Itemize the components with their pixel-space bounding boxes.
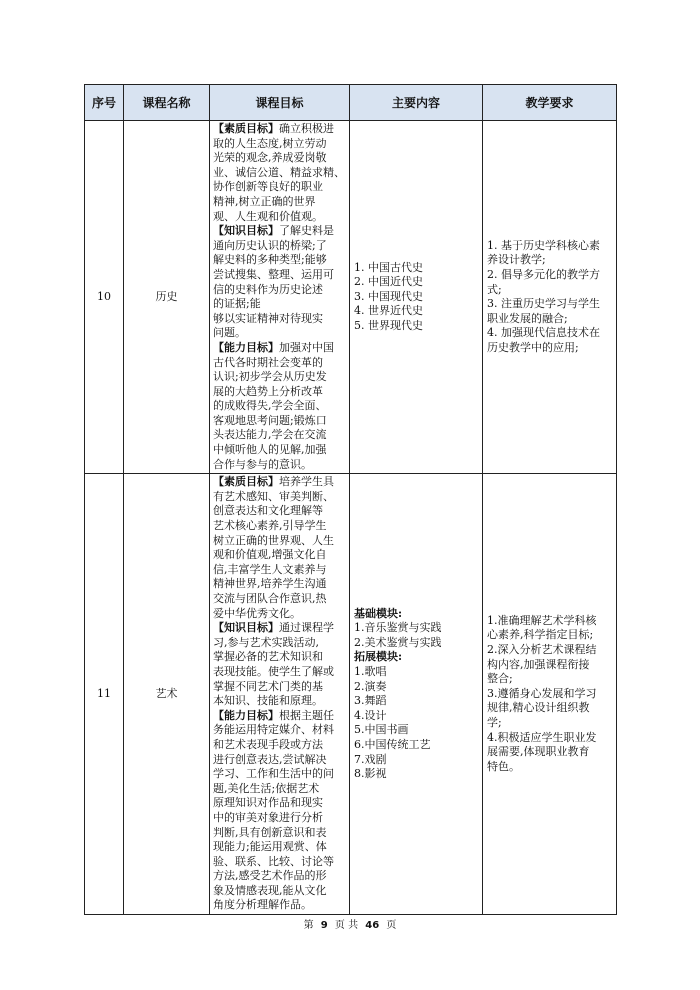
goal-line bbox=[213, 826, 346, 841]
goal-text: 观、人生观和价值观。 bbox=[213, 209, 323, 223]
table-body bbox=[85, 121, 617, 915]
goal-line bbox=[213, 723, 346, 738]
goal-text: 原理知识对作品和现实 bbox=[213, 796, 323, 810]
goal-line bbox=[213, 239, 346, 254]
requirement-line: 学; bbox=[487, 716, 502, 730]
goal-line bbox=[213, 180, 346, 195]
goal-line bbox=[213, 504, 346, 519]
goal-tag: 【知识目标】 bbox=[213, 224, 279, 238]
goal-line bbox=[213, 210, 346, 225]
goal-text: 现能力;能运用观赏、体 bbox=[213, 840, 327, 854]
goal-line bbox=[213, 385, 346, 400]
goal-text: 精神,树立正确的世界 bbox=[213, 194, 316, 208]
requirement-line: 展需要,体现职业教育 bbox=[487, 745, 590, 759]
course-goal bbox=[210, 474, 350, 915]
content-item: 4.设计 bbox=[354, 708, 387, 722]
content-item: 8.影视 bbox=[354, 767, 387, 781]
goal-line bbox=[213, 796, 346, 811]
goal-text: 光荣的观念,养成爱岗敬 bbox=[213, 151, 327, 165]
goal-text: 客观地思考问题;锻炼口 bbox=[213, 413, 327, 427]
requirement-line: 特色。 bbox=[487, 759, 520, 773]
requirement-line: 3. 注重历史学习与学生 bbox=[487, 297, 600, 311]
footer-suffix: 页 bbox=[386, 920, 397, 931]
content-item: 3.舞蹈 bbox=[354, 694, 387, 708]
goal-text: 通过课程学 bbox=[279, 621, 334, 635]
goal-line bbox=[213, 475, 346, 490]
goal-text: 了解史料是 bbox=[279, 224, 334, 238]
goal-text: 信的史料作为历史论述 bbox=[213, 282, 323, 296]
table-header-row bbox=[85, 85, 617, 121]
goal-text: 中的审美对象进行分析 bbox=[213, 810, 323, 824]
goal-line bbox=[213, 268, 346, 283]
goal-text: 习,参与艺术实践活动, bbox=[213, 635, 319, 649]
requirement-line: 养设计教学; bbox=[487, 253, 546, 267]
content-item: 5.中国书画 bbox=[354, 723, 409, 737]
main-content bbox=[350, 121, 483, 474]
goal-text: 认识;初步学会从历史发 bbox=[213, 370, 327, 384]
requirement-line: 构内容,加强课程衔接 bbox=[487, 657, 590, 671]
course-number: 11 bbox=[85, 474, 124, 915]
goal-line bbox=[213, 680, 346, 695]
content-item: 3. 中国现代史 bbox=[354, 289, 423, 303]
goal-line bbox=[213, 767, 346, 782]
goal-line bbox=[213, 738, 346, 753]
requirement-line: 心素养,科学指定目标; bbox=[487, 628, 594, 642]
content-item: 2. 中国近代史 bbox=[354, 275, 423, 289]
goal-line bbox=[213, 356, 346, 371]
goal-text: 题,美化生活;依据艺术 bbox=[213, 781, 320, 795]
goal-line bbox=[213, 811, 346, 826]
goal-line bbox=[213, 253, 346, 268]
content-heading: 基础模块: bbox=[354, 606, 403, 620]
requirement-line: 1.准确理解艺术学科核 bbox=[487, 613, 597, 627]
goal-text: 够以实证精神对待现实 bbox=[213, 311, 323, 325]
goal-text: 进行创意表达,尝试解决 bbox=[213, 752, 327, 766]
header-course-goal: 课程目标 bbox=[210, 85, 350, 121]
goal-line bbox=[213, 370, 346, 385]
goal-line bbox=[213, 884, 346, 899]
requirement-line: 规律,精心设计组织教 bbox=[487, 701, 590, 715]
goal-line bbox=[213, 840, 346, 855]
content-item: 7.戏剧 bbox=[354, 752, 387, 766]
goal-text: 根据主题任 bbox=[279, 708, 334, 722]
goal-text: 确立积极进 bbox=[279, 122, 334, 135]
content-item: 1.音乐鉴赏与实践 bbox=[354, 621, 442, 635]
goal-line bbox=[213, 297, 346, 312]
goal-text: 古代各时期社会变革的 bbox=[213, 355, 323, 369]
requirement-line: 历史教学中的应用; bbox=[487, 340, 579, 354]
goal-text: 方法,感受艺术作品的形 bbox=[213, 869, 327, 883]
table-row bbox=[85, 121, 617, 474]
goal-line bbox=[213, 224, 346, 239]
goal-text: 学习、工作和生活中的问 bbox=[213, 767, 334, 781]
goal-line bbox=[213, 312, 346, 327]
goal-line bbox=[213, 428, 346, 443]
header-course-name: 课程名称 bbox=[124, 85, 210, 121]
goal-tag: 【能力目标】 bbox=[213, 340, 279, 354]
goal-line bbox=[213, 782, 346, 797]
goal-line bbox=[213, 195, 346, 210]
requirement-line: 整合; bbox=[487, 672, 513, 686]
goal-line bbox=[213, 607, 346, 622]
goal-line bbox=[213, 855, 346, 870]
content-item: 1. 中国古代史 bbox=[354, 260, 423, 274]
goal-text: 掌握必备的艺术知识和 bbox=[213, 650, 323, 664]
requirement-line: 1. 基于历史学科核心素 bbox=[487, 238, 600, 252]
goal-text: 培养学生具 bbox=[279, 475, 334, 489]
course-table bbox=[84, 84, 617, 915]
course-name: 历史 bbox=[124, 121, 210, 474]
course-goal bbox=[210, 121, 350, 474]
goal-line bbox=[213, 636, 346, 651]
goal-line bbox=[213, 137, 346, 152]
content-heading: 拓展模块: bbox=[354, 650, 403, 664]
goal-tag: 【素质目标】 bbox=[213, 122, 279, 135]
goal-line bbox=[213, 443, 346, 458]
footer-middle: 页 共 bbox=[334, 920, 359, 931]
footer-prefix: 第 bbox=[303, 920, 314, 931]
content-item: 5. 世界现代史 bbox=[354, 319, 423, 333]
goal-text: 解史料的多种类型;能够 bbox=[213, 253, 327, 267]
header-main-content: 主要内容 bbox=[350, 85, 483, 121]
goal-text: 精神世界,培养学生沟通 bbox=[213, 577, 327, 591]
goal-tag: 【知识目标】 bbox=[213, 621, 279, 635]
goal-text: 观和价值观,增强文化自 bbox=[213, 548, 327, 562]
content-item: 4. 世界近代史 bbox=[354, 304, 423, 318]
goal-line bbox=[213, 151, 346, 166]
goal-line bbox=[213, 898, 346, 913]
goal-line bbox=[213, 490, 346, 505]
table-row bbox=[85, 474, 617, 915]
goal-text: 角度分析理解作品。 bbox=[213, 898, 312, 912]
requirement-line: 式; bbox=[487, 282, 502, 296]
goal-text: 头表达能力,学会在交流 bbox=[213, 428, 327, 442]
requirement-line: 3.遵循身心发展和学习 bbox=[487, 686, 597, 700]
course-number: 10 bbox=[85, 121, 124, 474]
goal-text: 象及情感表现,能从文化 bbox=[213, 883, 327, 897]
goal-text: 通向历史认识的桥梁;了 bbox=[213, 238, 327, 252]
content-item: 2.美术鉴赏与实践 bbox=[354, 635, 442, 649]
goal-text: 爱中华优秀文化。 bbox=[213, 606, 301, 620]
goal-line bbox=[213, 709, 346, 724]
goal-line bbox=[213, 592, 346, 607]
goal-text: 和艺术表现手段或方法 bbox=[213, 737, 323, 751]
goal-text: 尝试搜集、整理、运用可 bbox=[213, 267, 334, 281]
goal-text: 树立正确的世界观、人生 bbox=[213, 533, 334, 547]
goal-line bbox=[213, 326, 346, 341]
content-item: 6.中国传统工艺 bbox=[354, 737, 431, 751]
requirement-line: 2.深入分析艺术课程结 bbox=[487, 643, 597, 657]
goal-text: 合作与参与的意识。 bbox=[213, 457, 312, 471]
goal-text: 展的大趋势上分析改革 bbox=[213, 384, 323, 398]
goal-text: 取的人生态度,树立劳动 bbox=[213, 136, 327, 150]
content-item: 1.歌唱 bbox=[354, 664, 387, 678]
header-number: 序号 bbox=[85, 85, 124, 121]
goal-line bbox=[213, 563, 346, 578]
goal-line bbox=[213, 341, 346, 356]
goal-line bbox=[213, 166, 346, 181]
goal-text: 有艺术感知、审美判断、 bbox=[213, 489, 334, 503]
goal-text: 问题。 bbox=[213, 326, 246, 340]
course-name: 艺术 bbox=[124, 474, 210, 915]
page-footer bbox=[0, 916, 700, 931]
goal-line bbox=[213, 519, 346, 534]
goal-tag: 【素质目标】 bbox=[213, 475, 279, 489]
goal-line bbox=[213, 458, 346, 473]
header-teaching-requirement: 教学要求 bbox=[483, 85, 617, 121]
goal-text: 加强对中国 bbox=[279, 340, 334, 354]
goal-text: 本知识、技能和原理。 bbox=[213, 694, 323, 708]
goal-line bbox=[213, 399, 346, 414]
goal-text: 验、联系、比较、讨论等 bbox=[213, 854, 334, 868]
goal-line bbox=[213, 577, 346, 592]
goal-line bbox=[213, 694, 346, 709]
footer-total-pages: 46 bbox=[365, 920, 380, 931]
goal-line bbox=[213, 869, 346, 884]
requirement-line: 4.积极适应学生职业发 bbox=[487, 730, 597, 744]
goal-line bbox=[213, 283, 346, 298]
content-item: 2.演奏 bbox=[354, 679, 387, 693]
goal-text: 业、诚信公道、精益求精、 bbox=[213, 165, 345, 179]
goal-line bbox=[213, 665, 346, 680]
goal-text: 判断,具有创新意识和表 bbox=[213, 825, 327, 839]
goal-text: 表现技能。使学生了解或 bbox=[213, 664, 334, 678]
requirement-line: 4. 加强现代信息技术在 bbox=[487, 326, 600, 340]
goal-line bbox=[213, 548, 346, 563]
goal-text: 交流与团队合作意识,热 bbox=[213, 592, 327, 605]
goal-text: 信,丰富学生人文素养与 bbox=[213, 562, 327, 576]
goal-text: 务能运用特定媒介、材料 bbox=[213, 723, 334, 737]
requirement-line: 职业发展的融合; bbox=[487, 311, 568, 325]
goal-text: 艺术核心素养,引导学生 bbox=[213, 519, 327, 533]
goal-line bbox=[213, 621, 346, 636]
teaching-requirement bbox=[483, 121, 617, 474]
main-content bbox=[350, 474, 483, 915]
teaching-requirement bbox=[483, 474, 617, 915]
goal-line bbox=[213, 414, 346, 429]
goal-text: 创意表达和文化理解等 bbox=[213, 504, 323, 518]
goal-line bbox=[213, 753, 346, 768]
goal-line bbox=[213, 650, 346, 665]
goal-text: 掌握不同艺术门类的基 bbox=[213, 679, 323, 693]
requirement-line: 2. 倡导多元化的教学方 bbox=[487, 267, 600, 281]
goal-line bbox=[213, 534, 346, 549]
goal-text: 的成败得失,学会全面、 bbox=[213, 399, 327, 413]
goal-text: 的证据;能 bbox=[213, 297, 261, 311]
goal-line bbox=[213, 122, 346, 137]
goal-tag: 【能力目标】 bbox=[213, 708, 279, 722]
goal-text: 中倾听他人的见解,加强 bbox=[213, 443, 327, 457]
goal-text: 协作创新等良好的职业 bbox=[213, 180, 323, 194]
footer-current-page: 9 bbox=[320, 920, 328, 931]
